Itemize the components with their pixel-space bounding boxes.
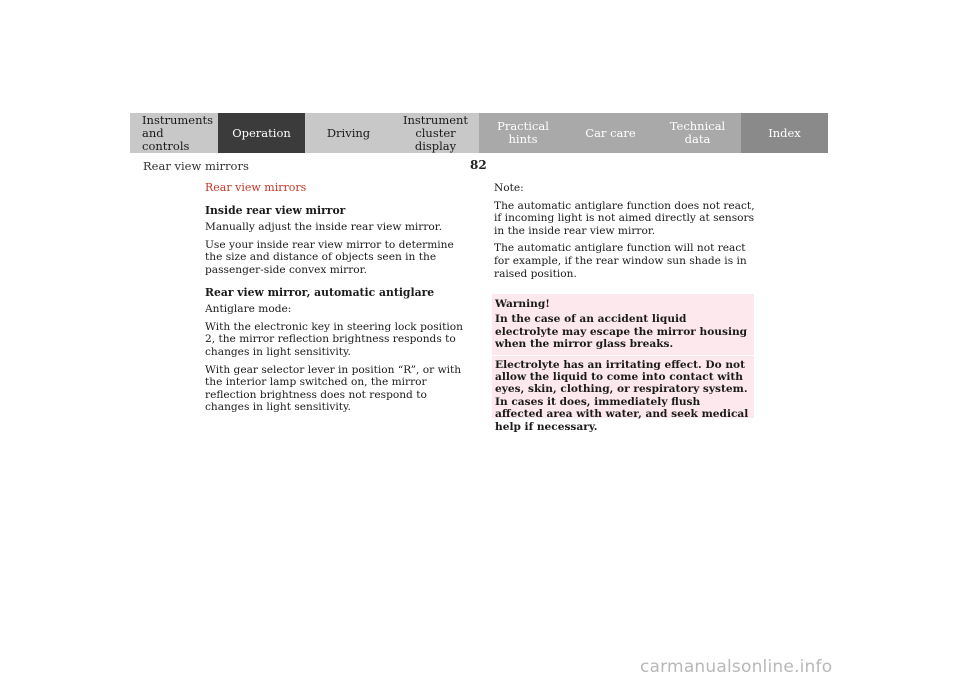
paragraph: Antiglare mode: [205, 303, 292, 316]
warning-box [492, 294, 754, 433]
paragraph: With gear selector lever in position “R”, or with the interior lamp switched on, the mirror reflection brightness does not respond to changes in light sensitivity. [205, 363, 462, 414]
paragraph: Use your inside rear view mirror to determine the size and distance of objects seen in the passenger-side convex mirror. [205, 238, 454, 276]
tab-car-care[interactable]: Car care [567, 113, 654, 153]
tab-index[interactable]: Index [741, 113, 828, 153]
tab-operation[interactable]: Operation [218, 113, 305, 153]
tab-instrument-cluster-display[interactable]: Instrument cluster display [392, 113, 479, 153]
tab-driving[interactable]: Driving [305, 113, 392, 153]
subheading-automatic-antiglare: Rear view mirror, automatic antiglare [205, 285, 435, 299]
paragraph: With the electronic key in steering lock position 2, the mirror reflection brightness responds to changes in light sensitivity. [205, 320, 463, 358]
page-number: 82 [470, 158, 487, 172]
chapter-tab-bar [130, 113, 828, 153]
left-column [205, 182, 465, 419]
note-label: Note: [494, 182, 524, 194]
note-paragraph: The automatic antiglare function does not react, if incoming light is not aimed directly at sensors in the inside rear view mirror. [494, 199, 755, 237]
paragraph: Manually adjust the inside rear view mirror. [205, 221, 443, 234]
warning-title: Warning! [495, 298, 550, 310]
tab-technical-data[interactable]: Technical data [654, 113, 741, 153]
warning-divider [492, 355, 757, 356]
tab-instruments-and-controls[interactable]: Instruments and controls [130, 113, 218, 153]
right-column [494, 182, 756, 285]
watermark: carmanualsonline.info [640, 657, 833, 677]
warning-paragraph: In the case of an accident liquid electrolyte may escape the mirror housing when the mirror glass breaks. [495, 313, 748, 351]
section-title: Rear view mirrors [205, 181, 307, 194]
page-header-title: Rear view mirrors [143, 159, 249, 173]
note-paragraph: The automatic antiglare function will not react for example, if the rear window sun shade is in raised position. [494, 242, 747, 280]
tab-practical-hints[interactable]: Practical hints [479, 113, 567, 153]
warning-paragraph: Electrolyte has an irritating effect. Do not allow the liquid to come into contact with eyes, skin, clothing, or respiratory system. In cases it does, immediately flush affected area with water, and seek medical help if necessary. [495, 358, 749, 433]
subheading-inside-mirror: Inside rear view mirror [205, 203, 346, 217]
